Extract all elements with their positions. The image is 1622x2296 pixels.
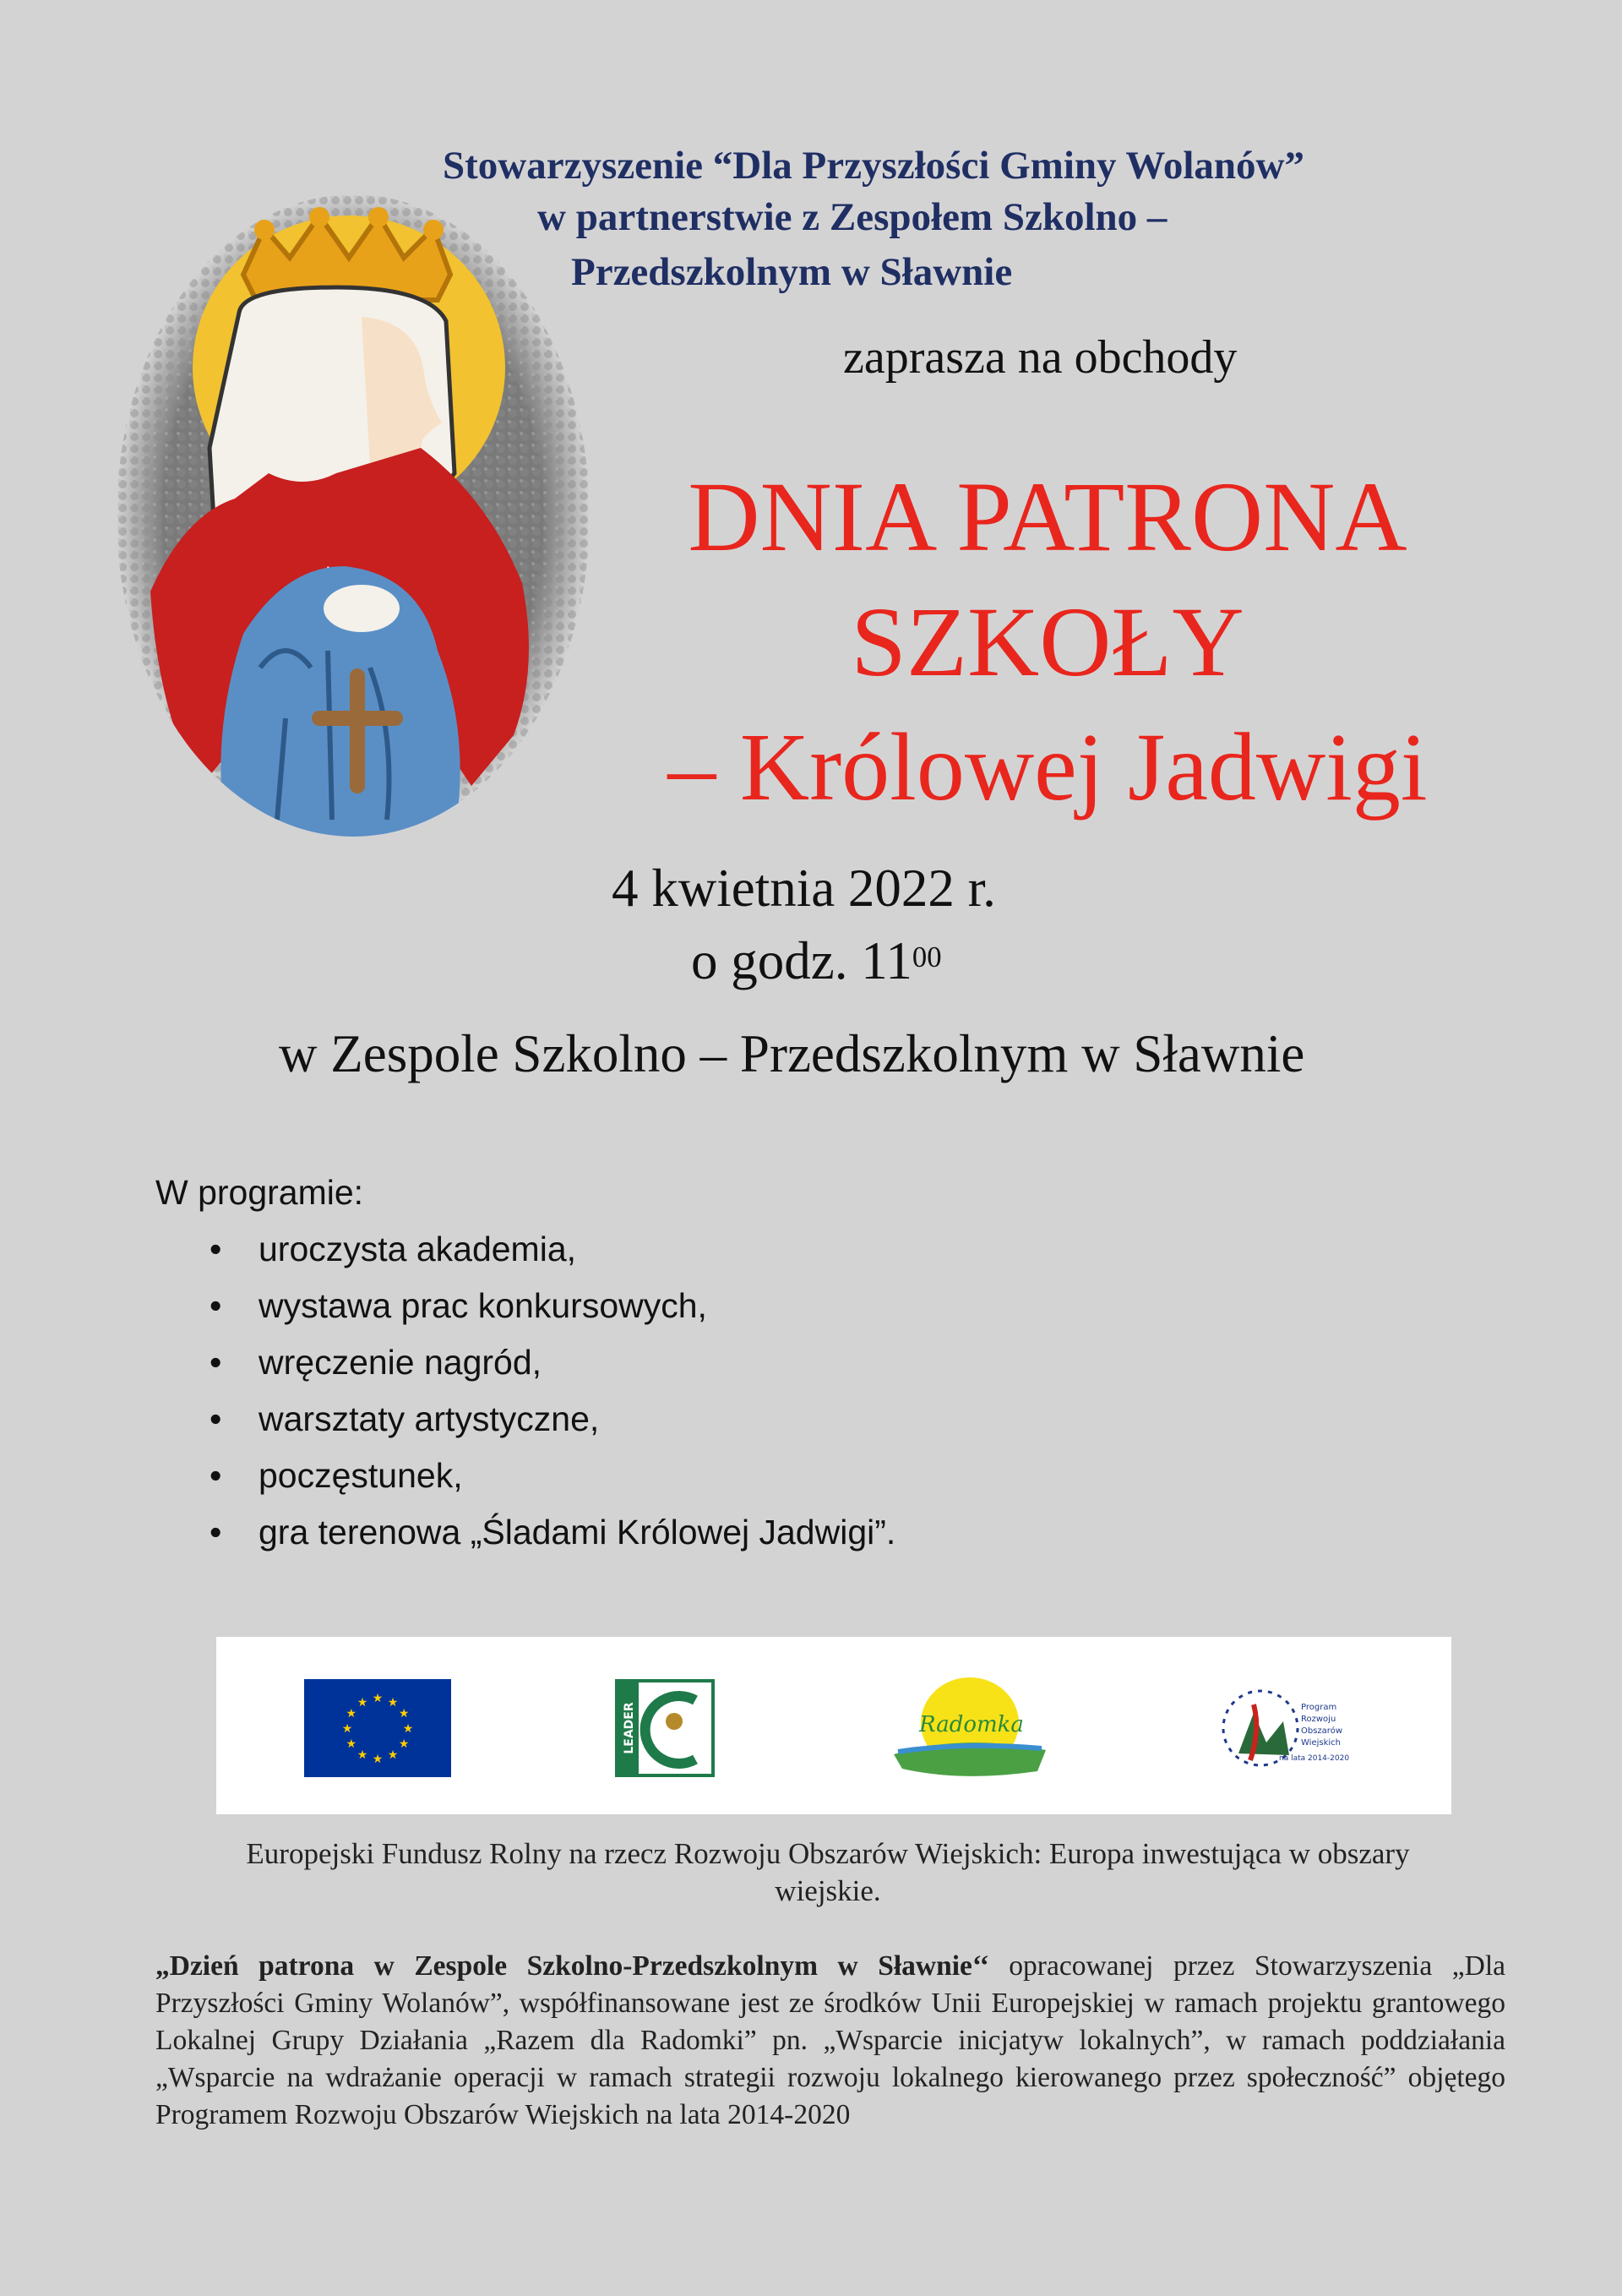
prow-text-2: Rozwoju (1301, 1715, 1336, 1724)
leader-logo-text: LEADER (623, 1702, 636, 1754)
radomka-logo (877, 1674, 1054, 1782)
eu-star-icon: ★ (346, 1708, 357, 1721)
program-list (210, 1221, 896, 1561)
eu-flag-logo (304, 1679, 451, 1777)
fund-caption-line-1: Europejski Fundusz Rolny na rzecz Rozwoju Obszarów Wiejskich: Europa inwestująca w obszary (246, 1837, 1410, 1870)
footer-body: opracowanej przez Stowarzyszenia „Dla Przyszłości Gminy Wolanów”, współfinansowane jest ze środków Unii Europejskiej w ramach projektu grantowego Lokalnej Grupy Działania „Razem dla Radomki” pn. „Wsparcie inicjatyw lokalnych”, w ramach poddziałania „Wsparcie na wdrażanie operacji w ramach strategii rozwoju lokalnego kierowanego przez społeczność” objętego Programem Rozwoju Obszarów Wiejskich na lata 2014-2020 (155, 1950, 1505, 2130)
organizer-line-3: Przedszkolnym w Sławnie (571, 250, 1013, 294)
title-line-3: – Królowej Jadwigi (667, 713, 1428, 821)
sponsor-logos-strip (216, 1637, 1451, 1814)
prow-text-3: Obszarów (1301, 1726, 1342, 1736)
eu-star-icon: ★ (357, 1696, 368, 1710)
title-line-2: SZKOŁY (851, 586, 1244, 697)
list-item: • wręczenie nagród, (210, 1343, 542, 1382)
eu-star-icon: ★ (387, 1696, 399, 1710)
list-item: • gra terenowa „Śladami Królowej Jadwigi”. (210, 1513, 896, 1552)
list-item: • wystawa prac konkursowych, (210, 1286, 707, 1325)
event-place: w Zespole Szkolno – Przedszkolnym w Sławnie (279, 1024, 1305, 1083)
eu-star-icon: ★ (398, 1738, 410, 1751)
footer-text (155, 1948, 1505, 2134)
eu-star-icon: ★ (387, 1749, 399, 1763)
eu-star-icon: ★ (346, 1738, 357, 1751)
eu-star-icon: ★ (398, 1708, 410, 1721)
eu-star-icon: ★ (372, 1693, 384, 1705)
queen-jadwiga-portrait (117, 194, 590, 837)
fund-caption-line-2: wiejskie. (775, 1874, 881, 1907)
eu-star-icon: ★ (341, 1723, 353, 1736)
eu-star-icon: ★ (357, 1749, 368, 1763)
event-time: o godz. $11^{00}$ (691, 931, 942, 990)
prow-logo (1220, 1679, 1375, 1777)
prow-text-5: na lata 2014-2020 (1279, 1754, 1350, 1763)
event-date: 4 kwietnia 2022 r. (612, 859, 996, 918)
leader-logo (615, 1679, 715, 1777)
title-line-1: DNIA PATRONA (688, 461, 1407, 572)
radomka-logo-text: Radomka (919, 1712, 1024, 1737)
organizer-line-1: Stowarzyszenie “Dla Przyszłości Gminy Wolanów” (443, 144, 1304, 188)
eu-star-icon: ★ (402, 1723, 414, 1736)
list-item: • warsztaty artystyczne, (210, 1399, 600, 1438)
list-item: • uroczysta akademia, (210, 1230, 577, 1268)
footer-project-name: „Dzień patrona w Zespole Szkolno-Przedszkolnym w Sławnie‘‘ (155, 1950, 989, 1982)
program-heading: W programie: (155, 1173, 364, 1212)
list-item: • poczęstunek, (210, 1456, 463, 1495)
prow-text-1: Program (1301, 1703, 1337, 1712)
eu-star-icon: ★ (372, 1753, 384, 1766)
organizer-line-2: w partnerstwie z Zespołem Szkolno – (537, 195, 1168, 239)
prow-text-4: Wiejskich (1301, 1738, 1341, 1748)
invite-text: zaprasza na obchody (843, 331, 1238, 384)
